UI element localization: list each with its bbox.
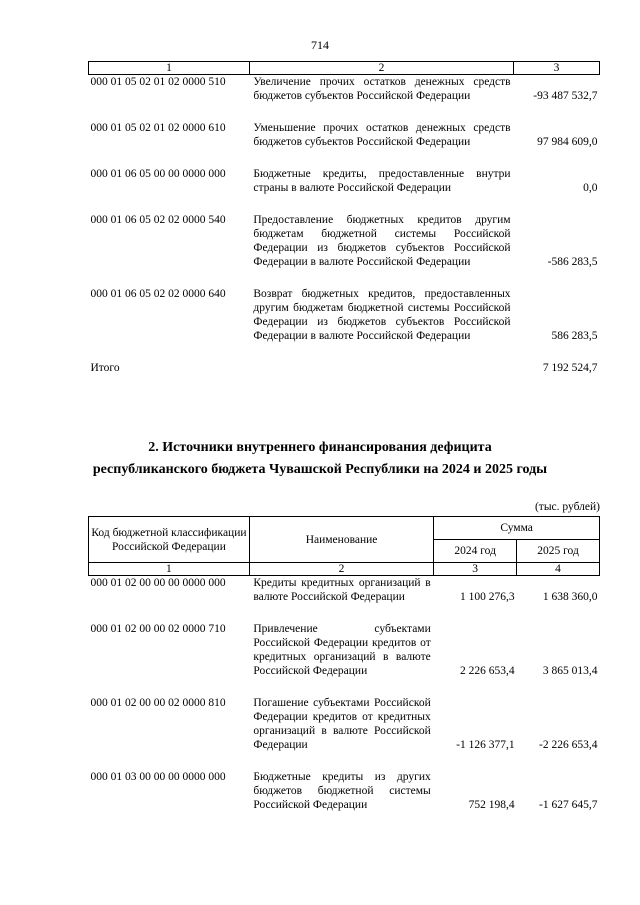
section-title-line-2: республиканского бюджета Чувашской Республики на 2024 и 2025 годы	[92, 462, 548, 477]
total-label: Итого	[90, 362, 120, 374]
amount-2025: -2 226 653,4	[539, 739, 598, 751]
budget-code: 000 01 06 05 00 00 0000 000	[90, 168, 226, 180]
budget-code: 000 01 03 00 00 00 0000 000	[90, 771, 226, 783]
column-number: 3	[514, 62, 600, 75]
table-row	[89, 622, 600, 678]
budget-code: 000 01 06 05 02 02 0000 640	[90, 288, 226, 300]
item-name: Уменьшение прочих остатков денежных средств бюджетов субъектов Российской Федерации	[253, 122, 511, 148]
table-row	[89, 75, 600, 104]
table-row	[89, 167, 600, 195]
amount: -586 283,5	[547, 256, 598, 268]
sources-table-continued	[88, 61, 600, 375]
header-year-2025: 2025 год	[517, 540, 600, 563]
column-number-row	[89, 62, 600, 75]
header-year-2024: 2024 год	[434, 540, 517, 563]
budget-code: 000 01 02 00 00 02 0000 810	[90, 697, 226, 709]
budget-code: 000 01 05 02 01 02 0000 610	[90, 122, 226, 134]
section-title-line-1: 2. Источники внутреннего финансирования дефицита	[148, 440, 492, 455]
column-number: 4	[517, 563, 600, 576]
item-name: Погашение субъектами Российской Федерации кредитов от кредитных организаций в валюте Российской Федерации	[253, 697, 431, 751]
total-row	[89, 361, 600, 375]
column-number: 2	[249, 62, 513, 75]
budget-code: 000 01 06 05 02 02 0000 540	[90, 214, 226, 226]
table-row	[89, 576, 600, 605]
table-row	[89, 770, 600, 812]
item-name: Предоставление бюджетных кредитов другим бюджетам бюджетной системы Российской Федерации из бюджетов субъектов Российской Федерации в валюте Российской Федерации	[253, 214, 511, 268]
amount-2024: 2 226 653,4	[459, 665, 515, 677]
column-number: 1	[89, 563, 250, 576]
table-row	[89, 213, 600, 269]
page-number: 714	[311, 38, 329, 52]
column-number: 1	[89, 62, 250, 75]
column-number: 2	[249, 563, 433, 576]
table-row	[89, 696, 600, 752]
item-name: Бюджетные кредиты из других бюджетов бюджетной системы Российской Федерации	[253, 771, 431, 811]
internal-financing-table	[88, 516, 600, 812]
units-label: (тыс. рублей)	[534, 501, 600, 513]
item-name: Привлечение субъектами Российской Федерации кредитов от кредитных организаций в валюте Российской Федерации	[253, 623, 431, 677]
amount: 0,0	[583, 182, 598, 194]
amount-2024: 752 198,4	[468, 799, 515, 811]
amount-2024: -1 126 377,1	[456, 739, 515, 751]
column-number: 3	[434, 563, 517, 576]
budget-code: 000 01 05 02 01 02 0000 510	[90, 76, 226, 88]
table-row	[89, 121, 600, 149]
amount: 586 283,5	[551, 330, 598, 342]
budget-code: 000 01 02 00 00 00 0000 000	[90, 577, 226, 589]
item-name: Бюджетные кредиты, предоставленные внутри страны в валюте Российской Федерации	[253, 168, 511, 194]
amount: 97 984 609,0	[537, 136, 598, 148]
total-amount: 7 192 524,7	[542, 362, 598, 374]
item-name: Кредиты кредитных организаций в валюте Российской Федерации	[253, 577, 431, 603]
amount-2025: 3 865 013,4	[542, 665, 598, 677]
amount-2024: 1 100 276,3	[459, 591, 515, 603]
header-name: Наименование	[249, 517, 433, 563]
budget-code: 000 01 02 00 00 02 0000 710	[90, 623, 226, 635]
header-code: Код бюджетной классификации Российской Федерации	[89, 517, 250, 563]
item-name: Увеличение прочих остатков денежных средств бюджетов субъектов Российской Федерации	[253, 76, 511, 102]
header-sum: Сумма	[434, 517, 600, 540]
amount: -93 487 532,7	[533, 90, 598, 102]
table-row	[89, 287, 600, 343]
item-name: Возврат бюджетных кредитов, предоставленных другим бюджетам бюджетной системы Российской Федерации из бюджетов субъектов Российской Федерации в валюте Российской Федерации	[253, 288, 511, 342]
amount-2025: -1 627 645,7	[539, 799, 598, 811]
amount-2025: 1 638 360,0	[542, 591, 598, 603]
